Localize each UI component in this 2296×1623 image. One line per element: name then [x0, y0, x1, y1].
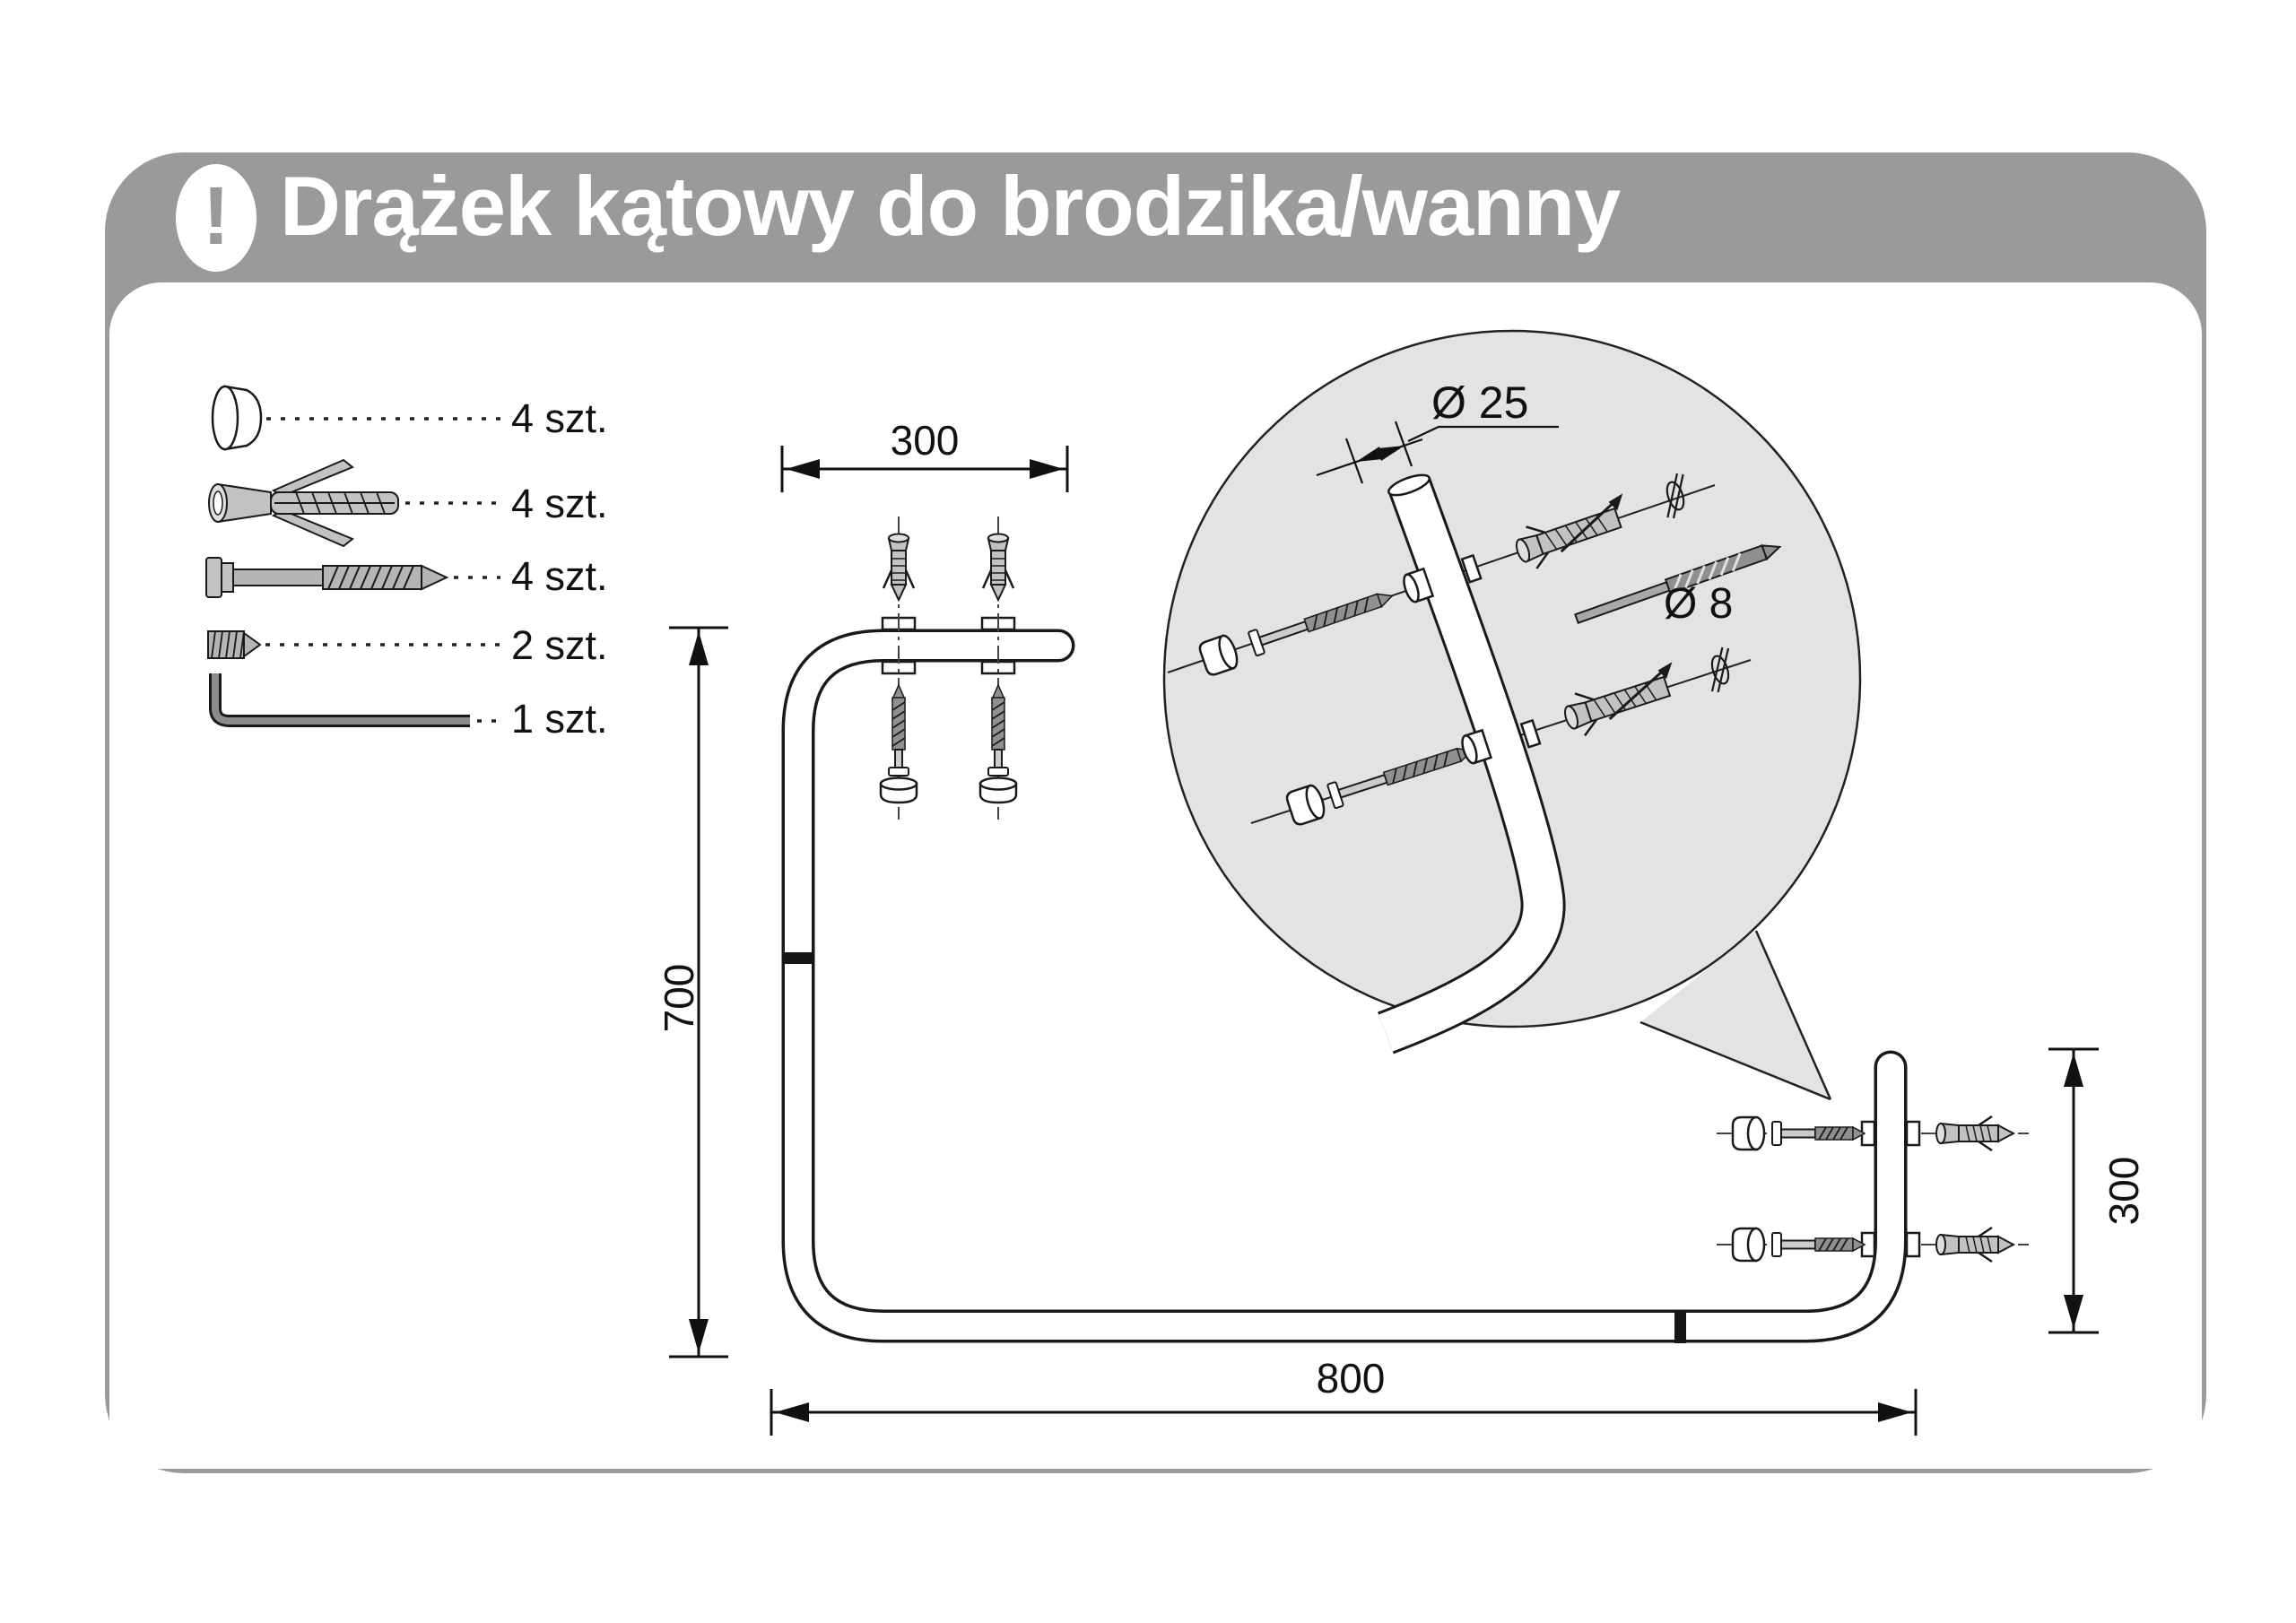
part-qty-allen-key: 1 szt.: [511, 696, 608, 742]
rod-joint-band-vertical: [782, 952, 814, 964]
part-qty-hex-screw: 4 szt.: [511, 553, 608, 599]
page-title: Drążek kątowy do brodzika/wanny: [280, 159, 1621, 253]
hex-screw-icon: [206, 558, 447, 597]
rod-joint-band-bottom: [1674, 1310, 1686, 1343]
dim-label-bottom-800: 800: [1316, 1355, 1386, 1402]
screw-up-icon: [988, 685, 1008, 776]
wall-plug-down-icon: [983, 534, 1013, 601]
wall-plug-right-icon: [1936, 1228, 2013, 1262]
dim-label-right-300: 300: [2100, 1156, 2147, 1226]
screw-up-icon: [889, 685, 909, 776]
part-qty-end-cap: 4 szt.: [511, 395, 608, 441]
allen-key-icon: [215, 673, 470, 721]
end-cap-up-icon: [881, 778, 917, 803]
end-cap-up-icon: [980, 778, 1016, 803]
end-cap-right-icon: [1733, 1228, 1764, 1261]
end-cap-right-icon: [1733, 1117, 1764, 1150]
bubble-circle: [1164, 331, 1860, 1027]
dim-label-left-700: 700: [656, 963, 702, 1033]
wall-plug-icon: [209, 460, 398, 546]
dim-label-top-300: 300: [890, 417, 960, 464]
detail-bubble: [1164, 331, 1860, 1099]
screw-right-icon: [1772, 1122, 1865, 1145]
end-cap-icon: [213, 386, 261, 449]
wall-plug-down-icon: [883, 534, 914, 601]
exclamation-glyph: !: [202, 170, 230, 262]
screw-right-icon: [1772, 1233, 1865, 1256]
part-qty-wall-plug: 4 szt.: [511, 481, 608, 526]
parts-list-icons: [206, 386, 500, 721]
wall-plug-right-icon: [1936, 1116, 2013, 1150]
grub-screw-icon: [208, 631, 260, 658]
tube-diameter-label: Ø 25: [1431, 378, 1529, 428]
drill-diameter-label: Ø 8: [1664, 580, 1734, 628]
dimension-right-300: [2048, 1049, 2099, 1332]
part-qty-grub-screw: 2 szt.: [511, 622, 608, 668]
